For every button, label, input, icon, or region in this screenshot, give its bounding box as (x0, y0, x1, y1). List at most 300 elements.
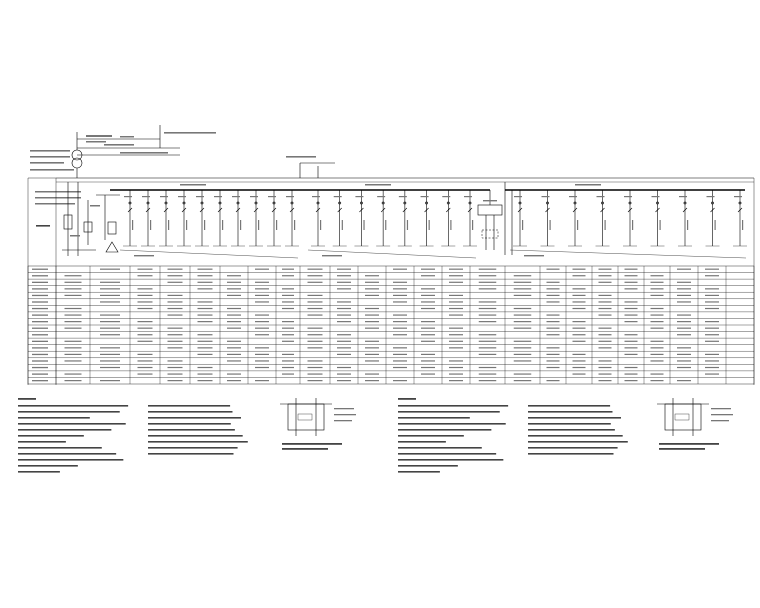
table-cell (308, 275, 323, 276)
table-cell (705, 328, 719, 329)
table-cell (547, 295, 560, 296)
note-line (18, 405, 128, 407)
table-cell (365, 373, 379, 374)
table-cell (514, 373, 532, 374)
note-line (148, 405, 230, 407)
note-line (18, 447, 102, 449)
table-cell (393, 314, 407, 315)
table-cell (449, 301, 463, 302)
table-cell (138, 321, 153, 322)
table-cell (198, 334, 213, 335)
table-cell (625, 380, 638, 381)
table-cell (421, 367, 435, 368)
table-cell (168, 360, 183, 361)
table-cell (227, 360, 241, 361)
table-cell (705, 301, 719, 302)
note-line (398, 453, 496, 455)
table-cell (198, 373, 213, 374)
table-cell (100, 314, 120, 315)
table-cell (138, 367, 153, 368)
notes-heading (18, 398, 36, 400)
detail-diagram-right (657, 398, 733, 450)
feeder-left-switchgear-5 (195, 190, 209, 246)
table-cell (449, 269, 463, 270)
note-line (18, 423, 126, 425)
table-cell (168, 301, 183, 302)
table-cell (547, 269, 560, 270)
note-line (18, 459, 123, 461)
table-cell (449, 380, 463, 381)
table-cell (421, 295, 435, 296)
table-cell (625, 269, 638, 270)
table-cell (100, 380, 120, 381)
detail-diagram-left (280, 398, 356, 450)
table-cell (255, 269, 269, 270)
feeder-middle-switchgear-1 (311, 190, 325, 246)
note-line (398, 465, 458, 467)
table-cell (65, 347, 82, 348)
table-cell (393, 367, 407, 368)
table-cell (227, 321, 241, 322)
table-cell (651, 373, 664, 374)
table-cell (227, 288, 241, 289)
table-cell (282, 367, 294, 368)
table-cell (365, 328, 379, 329)
table-cell (255, 380, 269, 381)
table-cell (625, 321, 638, 322)
table-cell (573, 301, 586, 302)
table-cell (308, 314, 323, 315)
table-cell (573, 308, 586, 309)
table-cell (337, 321, 351, 322)
notes-panel-1 (18, 398, 248, 473)
table-cell (449, 360, 463, 361)
table-cell (514, 321, 532, 322)
table-cell (421, 373, 435, 374)
table-cell (365, 295, 379, 296)
table-cell (393, 295, 407, 296)
table-cell (651, 314, 664, 315)
table-cell (365, 360, 379, 361)
table-cell (65, 282, 82, 283)
feeder-right-switchgear-2 (541, 190, 555, 246)
table-cell (599, 373, 612, 374)
table-cell (393, 360, 407, 361)
incoming-supply (30, 125, 335, 178)
table-cell (282, 301, 294, 302)
note-line (398, 429, 491, 431)
note-line (398, 471, 440, 473)
table-cell (337, 301, 351, 302)
table-cell (479, 354, 497, 355)
note-line (18, 441, 66, 443)
feeder-right-switchgear-7 (678, 190, 692, 246)
table-cell (677, 288, 691, 289)
table-cell (705, 334, 719, 335)
table-cell (282, 360, 294, 361)
table-cell (514, 275, 532, 276)
feeder-right-switchgear-8 (706, 190, 720, 246)
feeder-middle-switchgear-5 (398, 190, 412, 246)
table-cell (547, 314, 560, 315)
table-cell (651, 308, 664, 309)
table-cell (479, 367, 497, 368)
table-row-header (32, 308, 48, 309)
table-cell (651, 360, 664, 361)
table-cell (255, 354, 269, 355)
table-cell (365, 275, 379, 276)
table-cell (449, 308, 463, 309)
table-cell (138, 275, 153, 276)
notes-panels (18, 398, 628, 473)
table-cell (198, 288, 213, 289)
table-cell (282, 341, 294, 342)
table-cell (677, 295, 691, 296)
table-cell (677, 347, 691, 348)
table-cell (308, 301, 323, 302)
table-row-header (32, 295, 48, 296)
table-cell (705, 360, 719, 361)
table-cell (705, 275, 719, 276)
table-cell (393, 301, 407, 302)
table-cell (599, 334, 612, 335)
table-cell (393, 288, 407, 289)
table-cell (100, 347, 120, 348)
table-cell (677, 328, 691, 329)
table-cell (255, 301, 269, 302)
table-cell (651, 288, 664, 289)
table-cell (547, 354, 560, 355)
table-cell (255, 295, 269, 296)
table-cell (479, 347, 497, 348)
table-cell (514, 288, 532, 289)
table-cell (365, 341, 379, 342)
table-cell (421, 334, 435, 335)
table-cell (677, 367, 691, 368)
note-line (18, 417, 90, 419)
table-row-header (32, 282, 48, 283)
table-cell (65, 314, 82, 315)
table-cell (421, 354, 435, 355)
note-line (528, 447, 618, 449)
table-cell (138, 341, 153, 342)
table-cell (255, 328, 269, 329)
table-cell (337, 373, 351, 374)
table-cell (547, 380, 560, 381)
table-cell (255, 367, 269, 368)
table-cell (651, 275, 664, 276)
table-cell (705, 321, 719, 322)
table-cell (65, 321, 82, 322)
note-line (528, 435, 623, 437)
table-cell (282, 288, 294, 289)
table-cell (227, 347, 241, 348)
note-line (148, 417, 241, 419)
table-cell (625, 334, 638, 335)
table-cell (365, 354, 379, 355)
table-cell (479, 334, 497, 335)
note-line (18, 453, 116, 455)
table-row-header (32, 269, 48, 270)
feeder-right-switchgear-9 (733, 190, 747, 246)
table-cell (100, 295, 120, 296)
table-cell (705, 373, 719, 374)
table-cell (308, 269, 323, 270)
table-cell (282, 308, 294, 309)
table-cell (100, 354, 120, 355)
table-cell (514, 308, 532, 309)
table-cell (599, 328, 612, 329)
feeder-left-switchgear-6 (213, 190, 227, 246)
note-line (148, 411, 232, 413)
table-cell (365, 314, 379, 315)
table-cell (547, 301, 560, 302)
table-cell (100, 269, 120, 270)
note-line (18, 435, 84, 437)
table-cell (198, 314, 213, 315)
table-cell (449, 295, 463, 296)
table-cell (198, 380, 213, 381)
circuit-schedule-table (28, 266, 754, 384)
table-cell (421, 301, 435, 302)
table-cell (547, 288, 560, 289)
table-cell (138, 269, 153, 270)
table-cell (393, 380, 407, 381)
table-cell (677, 380, 691, 381)
table-cell (625, 354, 638, 355)
table-cell (393, 328, 407, 329)
table-cell (100, 288, 120, 289)
table-cell (393, 334, 407, 335)
table-cell (677, 269, 691, 270)
table-cell (198, 367, 213, 368)
table-cell (479, 380, 497, 381)
table-cell (198, 341, 213, 342)
table-cell (138, 354, 153, 355)
table-cell (138, 295, 153, 296)
table-cell (198, 347, 213, 348)
table-cell (421, 328, 435, 329)
table-cell (573, 275, 586, 276)
feeder-middle-switchgear-7 (441, 190, 455, 246)
table-cell (599, 347, 612, 348)
table-cell (677, 360, 691, 361)
table-row-header (32, 275, 48, 276)
table-cell (625, 301, 638, 302)
table-cell (479, 269, 497, 270)
table-row-header (32, 360, 48, 361)
table-cell (100, 360, 120, 361)
table-cell (651, 347, 664, 348)
table-cell (599, 360, 612, 361)
table-cell (100, 367, 120, 368)
table-cell (365, 282, 379, 283)
feeder-middle-switchgear-3 (354, 190, 368, 246)
table-cell (449, 341, 463, 342)
table-cell (337, 282, 351, 283)
table-cell (651, 295, 664, 296)
note-line (528, 423, 611, 425)
table-cell (479, 282, 497, 283)
table-cell (479, 341, 497, 342)
table-cell (138, 308, 153, 309)
table-cell (308, 295, 323, 296)
table-cell (547, 347, 560, 348)
note-line (528, 453, 614, 455)
feeder-middle-switchgear-6 (420, 190, 434, 246)
table-cell (227, 341, 241, 342)
table-cell (337, 275, 351, 276)
table-cell (479, 275, 497, 276)
table-cell (705, 288, 719, 289)
feeder-right-switchgear-1 (513, 190, 527, 246)
table-cell (573, 321, 586, 322)
table-cell (282, 373, 294, 374)
table-cell (65, 275, 82, 276)
table-cell (308, 334, 323, 335)
table-cell (677, 334, 691, 335)
table-cell (479, 301, 497, 302)
table-cell (65, 380, 82, 381)
table-cell (625, 373, 638, 374)
note-line (398, 411, 500, 413)
table-cell (599, 341, 612, 342)
table-cell (393, 354, 407, 355)
table-cell (573, 269, 586, 270)
table-cell (255, 314, 269, 315)
table-row-header (32, 334, 48, 335)
table-cell (599, 308, 612, 309)
table-cell (599, 380, 612, 381)
table-cell (308, 367, 323, 368)
table-row-header (32, 367, 48, 368)
note-line (148, 435, 243, 437)
table-cell (198, 308, 213, 309)
table-cell (337, 308, 351, 309)
table-cell (168, 380, 183, 381)
table-cell (138, 360, 153, 361)
note-line (148, 423, 231, 425)
sub-bus-left-switchgear (120, 250, 298, 258)
note-line (528, 405, 610, 407)
table-cell (393, 269, 407, 270)
table-cell (198, 321, 213, 322)
table-cell (625, 308, 638, 309)
table-cell (547, 321, 560, 322)
table-cell (138, 328, 153, 329)
table-cell (479, 321, 497, 322)
table-cell (227, 308, 241, 309)
table-cell (337, 354, 351, 355)
table-cell (168, 275, 183, 276)
note-line (398, 459, 503, 461)
table-cell (282, 334, 294, 335)
feeder-middle-switchgear-4 (376, 190, 390, 246)
main-busbar (28, 178, 754, 385)
feeder-right-switchgear-5 (623, 190, 637, 246)
table-cell (65, 341, 82, 342)
table-cell (168, 308, 183, 309)
note-line (18, 411, 120, 413)
table-cell (308, 347, 323, 348)
note-line (148, 453, 234, 455)
note-line (528, 411, 612, 413)
incomer-panel (62, 182, 120, 256)
table-cell (625, 288, 638, 289)
table-cell (625, 347, 638, 348)
table-cell (573, 288, 586, 289)
table-cell (449, 334, 463, 335)
table-cell (168, 282, 183, 283)
note-line (148, 441, 248, 443)
table-cell (449, 373, 463, 374)
table-cell (138, 373, 153, 374)
note-line (18, 429, 111, 431)
table-cell (198, 301, 213, 302)
table-row-header (32, 354, 48, 355)
table-cell (337, 380, 351, 381)
table-cell (651, 380, 664, 381)
table-cell (337, 314, 351, 315)
table-cell (255, 321, 269, 322)
table-row-header (32, 288, 48, 289)
table-cell (65, 288, 82, 289)
table-cell (651, 341, 664, 342)
table-cell (227, 354, 241, 355)
table-cell (393, 282, 407, 283)
table-cell (421, 308, 435, 309)
table-cell (227, 282, 241, 283)
table-cell (514, 354, 532, 355)
table-cell (365, 288, 379, 289)
table-cell (65, 295, 82, 296)
table-cell (705, 295, 719, 296)
table-cell (599, 295, 612, 296)
table-cell (599, 367, 612, 368)
table-cell (282, 295, 294, 296)
notes-heading (398, 398, 416, 400)
note-line (148, 429, 235, 431)
table-cell (337, 347, 351, 348)
table-cell (168, 328, 183, 329)
table-cell (677, 282, 691, 283)
table-cell (100, 328, 120, 329)
table-cell (168, 347, 183, 348)
table-cell (625, 341, 638, 342)
table-cell (100, 301, 120, 302)
table-cell (514, 347, 532, 348)
table-row-header (32, 328, 48, 329)
table-cell (198, 269, 213, 270)
table-cell (227, 328, 241, 329)
table-cell (282, 354, 294, 355)
note-line (398, 405, 508, 407)
note-line (18, 471, 60, 473)
table-cell (421, 275, 435, 276)
table-cell (198, 282, 213, 283)
table-row-header (32, 380, 48, 381)
table-cell (337, 341, 351, 342)
notes-panel-2 (398, 398, 628, 473)
table-cell (705, 269, 719, 270)
feeder-right-switchgear-3 (568, 190, 582, 246)
table-cell (308, 380, 323, 381)
table-cell (255, 347, 269, 348)
table-cell (168, 373, 183, 374)
table-cell (677, 321, 691, 322)
table-cell (573, 354, 586, 355)
table-cell (651, 354, 664, 355)
